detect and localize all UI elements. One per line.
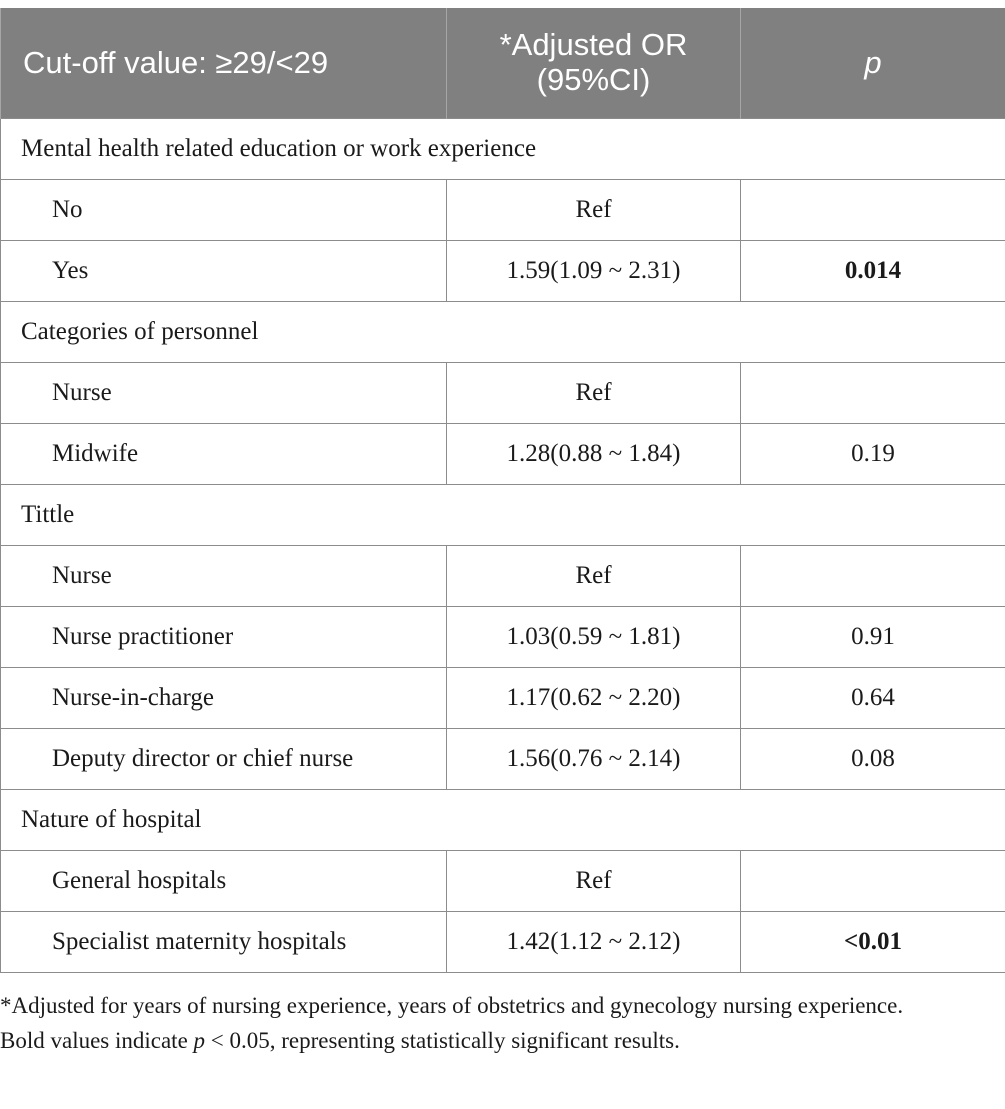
- footnote-bold-suffix: < 0.05, representing statistically significant results.: [205, 1028, 680, 1054]
- table-body: [1, 119, 1005, 973]
- p-value: 0.64: [741, 668, 1005, 729]
- footnote-bold-p: p: [193, 1028, 206, 1054]
- row-label: No: [1, 180, 447, 241]
- row-label: Specialist maternity hospitals: [1, 912, 447, 973]
- table-row: [1, 363, 1005, 424]
- table-notes: [0, 990, 990, 1057]
- p-value: 0.014: [741, 241, 1005, 302]
- adjusted-or-value: Ref: [447, 851, 741, 912]
- adjusted-or-value: Ref: [447, 363, 741, 424]
- row-label: General hospitals: [1, 851, 447, 912]
- category-row: [1, 119, 1005, 180]
- category-label: Categories of personnel: [1, 302, 1005, 363]
- table-row: [1, 729, 1005, 790]
- table-row: [1, 851, 1005, 912]
- row-label: Yes: [1, 241, 447, 302]
- category-row: [1, 485, 1005, 546]
- row-label: Nurse: [1, 546, 447, 607]
- header-cutoff: Cut-off value: ≥29/<29: [1, 8, 447, 119]
- p-value: 0.91: [741, 607, 1005, 668]
- footnote-bold: [0, 1025, 990, 1056]
- results-table: [0, 8, 1005, 973]
- table-row: [1, 668, 1005, 729]
- adjusted-or-value: 1.56(0.76 ~ 2.14): [447, 729, 741, 790]
- row-label: Nurse-in-charge: [1, 668, 447, 729]
- category-label: Mental health related education or work experience: [1, 119, 1005, 180]
- category-label: Tittle: [1, 485, 1005, 546]
- adjusted-or-value: 1.28(0.88 ~ 1.84): [447, 424, 741, 485]
- row-label: Nurse practitioner: [1, 607, 447, 668]
- header-adjusted-or: [447, 8, 741, 119]
- footnote-adjusted: *Adjusted for years of nursing experience, years of obstetrics and gynecology nursing experience.: [0, 993, 904, 1018]
- p-value: [741, 180, 1005, 241]
- p-value: <0.01: [741, 912, 1005, 973]
- table-row: [1, 546, 1005, 607]
- p-value: 0.08: [741, 729, 1005, 790]
- adjusted-or-value: Ref: [447, 546, 741, 607]
- header-or-line2: (95%CI): [536, 62, 651, 97]
- adjusted-or-value: 1.59(1.09 ~ 2.31): [447, 241, 741, 302]
- row-label: Nurse: [1, 363, 447, 424]
- p-value: 0.19: [741, 424, 1005, 485]
- header-p: p: [741, 8, 1005, 119]
- category-row: [1, 790, 1005, 851]
- table-row: [1, 180, 1005, 241]
- category-row: [1, 302, 1005, 363]
- p-value: [741, 851, 1005, 912]
- adjusted-or-value: 1.17(0.62 ~ 2.20): [447, 668, 741, 729]
- row-label: Deputy director or chief nurse: [1, 729, 447, 790]
- adjusted-or-value: 1.03(0.59 ~ 1.81): [447, 607, 741, 668]
- row-label: Midwife: [1, 424, 447, 485]
- p-value: [741, 546, 1005, 607]
- category-label: Nature of hospital: [1, 790, 1005, 851]
- header-or-line1: *Adjusted OR: [499, 27, 688, 63]
- table-row: [1, 912, 1005, 973]
- adjusted-or-value: 1.42(1.12 ~ 2.12): [447, 912, 741, 973]
- p-value: [741, 363, 1005, 424]
- table-row: [1, 241, 1005, 302]
- table-row: [1, 607, 1005, 668]
- table-row: [1, 424, 1005, 485]
- header-row: [1, 8, 1005, 119]
- adjusted-or-value: Ref: [447, 180, 741, 241]
- footnote-bold-prefix: Bold values indicate: [0, 1028, 194, 1054]
